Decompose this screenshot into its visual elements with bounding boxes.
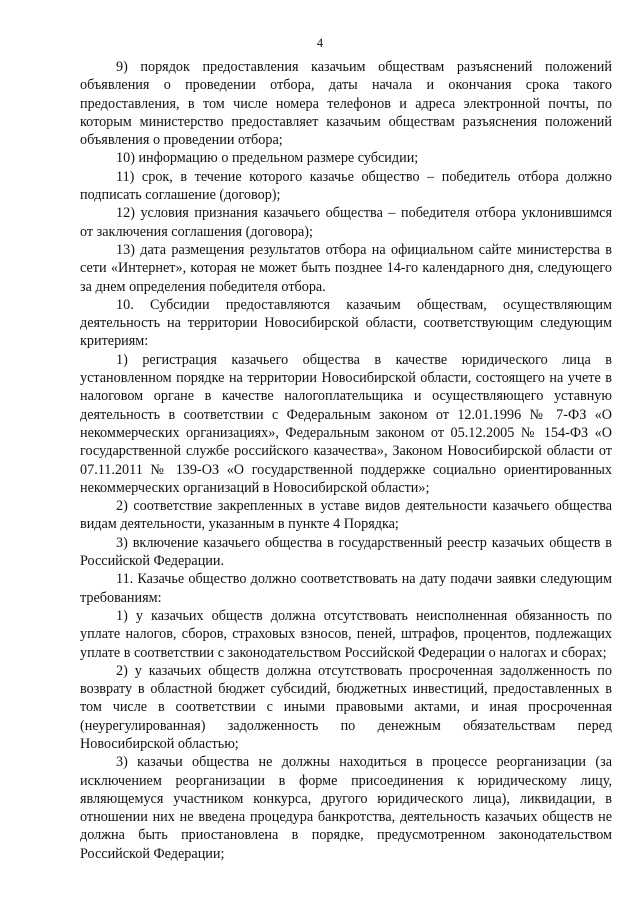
paragraph-item-13: 13) дата размещения результатов отбора на официальном сайте министерства в сети «Интернет», которая не может быть позднее 14-го календарного дня, следующего за днем определения победителя отбора. — [80, 241, 612, 295]
document-body — [80, 58, 612, 863]
paragraph-criterion-1: 1) регистрация казачьего общества в качестве юридического лица в установленном порядке на территории Новосибирской области, состоящего на учете в налоговом органе в качестве налогоплательщика и осуществляющего уставную деятельность в соответствии с Федеральным законом от 12.01.1996 № 7-ФЗ «О некоммерческих организациях», Федеральным законом от 05.12.2005 № 154-ФЗ «О государственной службе российского казачества», Законом Новосибирской области от 07.11.2011 № 139-ОЗ «О государственной поддержке социально ориентированных некоммерческих организаций в Новосибирской области»; — [80, 351, 612, 496]
paragraph-item-9: 9) порядок предоставления казачьим обществам разъяснений положений объявления о проведении отбора, даты начала и окончания срока такого предоставления, в том числе номера телефонов и адреса электронной почты, по которым министерство предоставляет казачьим обществам разъяснения положений объявления о проведении отбора; — [80, 59, 612, 149]
paragraph-criterion-3: 3) включение казачьего общества в государственный реестр казачьих обществ в Российской Федерации. — [80, 534, 612, 570]
paragraph-clause-10: 10. Субсидии предоставляются казачьим обществам, осуществляющим деятельность на территории Новосибирской области, соответствующим следующим критериям: — [80, 296, 612, 350]
paragraph-requirement-2: 2) у казачьих обществ должна отсутствовать просроченная задолженность по возврату в областной бюджет субсидий, бюджетных инвестиций, предоставленных в том числе в соответствии с иными правовыми актами, и иная просроченная (неурегулированная) задолженность по денежным обязательствам перед Новосибирской областью; — [80, 662, 612, 752]
paragraph-criterion-2: 2) соответствие закрепленных в уставе видов деятельности казачьего общества видам деятельности, указанным в пункте 4 Порядка; — [80, 498, 612, 533]
paragraph-item-11: 11) срок, в течение которого казачье общество – победитель отбора должно подписать соглашение (договор); — [80, 168, 612, 204]
paragraph-clause-11: 11. Казачье общество должно соответствовать на дату подачи заявки следующим требованиям: — [80, 571, 612, 606]
paragraph-requirement-1: 1) у казачьих обществ должна отсутствовать неисполненная обязанность по уплате налогов, сборов, страховых взносов, пеней, штрафов, процентов, подлежащих уплате в соответствии с законодательством Российской Федерации о налогах и сборах; — [80, 607, 612, 661]
paragraph-requirement-3: 3) казачьи общества не должны находиться в процессе реорганизации (за исключением реорганизации в форме присоединения к юридическому лицу, являющемуся участником конкурса, другого юридического лица), ликвидации, в отношении них не введена процедура банкротства, деятельность казачьих обществ не должна быть приостановлена в порядке, предусмотренном законодательством Российской Федерации; — [80, 754, 612, 862]
page-number: 4 — [316, 36, 324, 50]
paragraph-item-10: 10) информацию о предельном размере субсидии; — [116, 150, 419, 167]
paragraph-item-12: 12) условия признания казачьего общества – победителя отбора уклонившимся от заключения соглашения (договора); — [80, 205, 612, 240]
